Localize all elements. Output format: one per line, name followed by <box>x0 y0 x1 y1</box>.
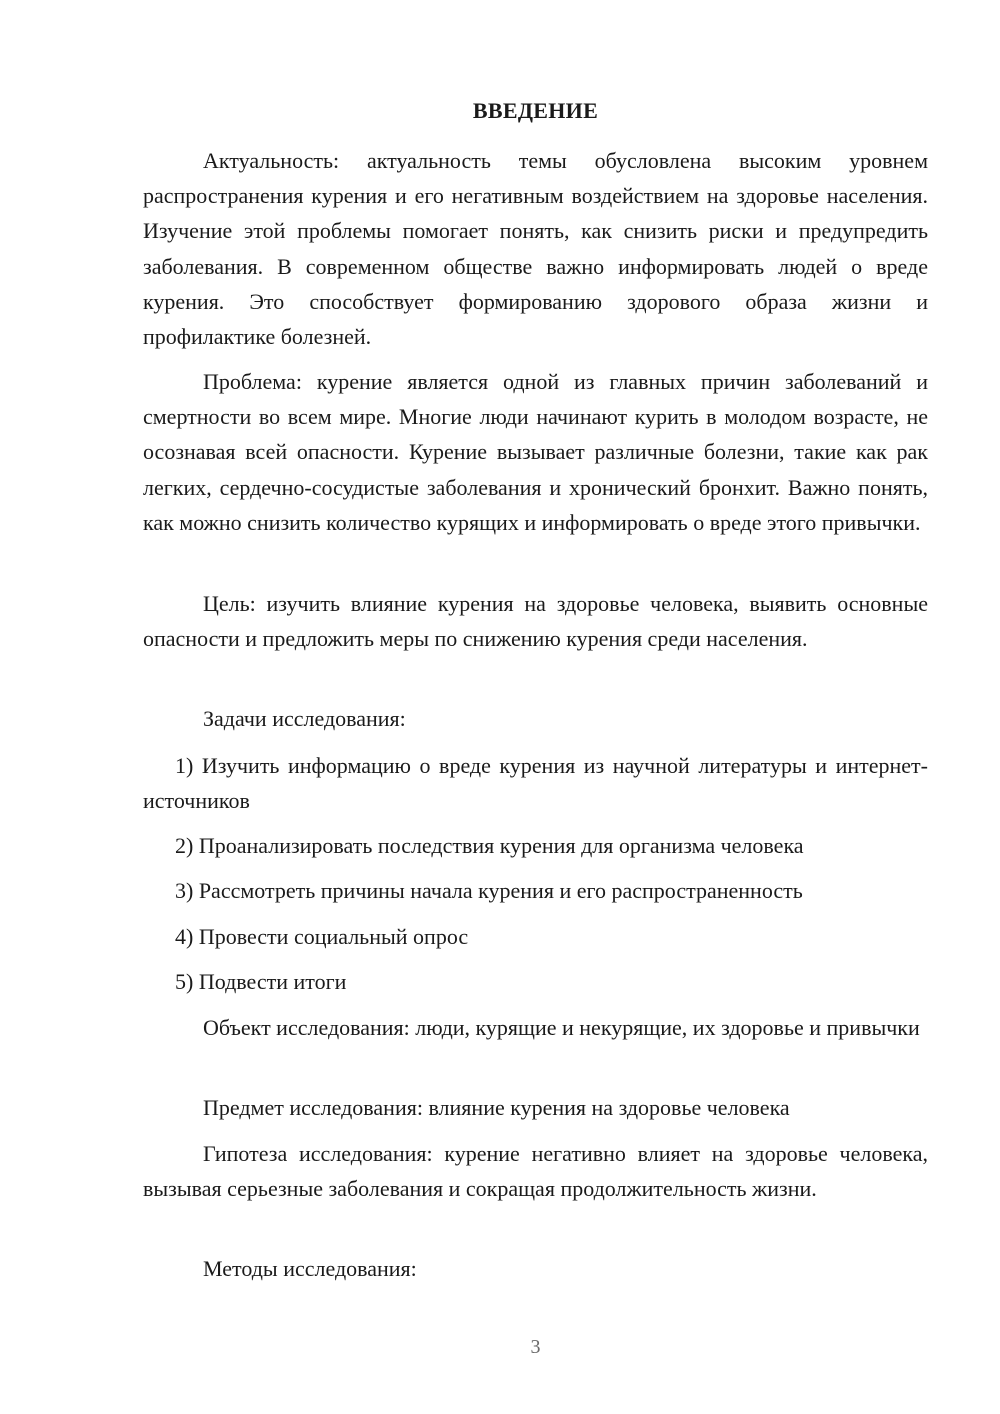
paragraph-hypothesis: Гипотеза исследования: курение негативно влияет на здоровье человека, вызывая серьезные заболевания и сокращая продолжительность жизни. <box>143 1141 928 1202</box>
list-item: 3) Рассмотреть причины начала курения и его распространенность <box>175 878 803 903</box>
list-item: 2) Проанализировать последствия курения для организма человека <box>175 833 804 858</box>
document-page <box>143 0 928 1414</box>
paragraph-object: Объект исследования: люди, курящие и некурящие, их здоровье и привычки <box>203 1015 920 1040</box>
paragraph-problem: Проблема: курение является одной из главных причин заболеваний и смертности во всем мире. Многие люди начинают курить в молодом возрасте, не осознавая всей опасности. Курение вызывает различные болезни, такие как рак легких, сердечно-сосудистые заболевания и хронический бронхит. Важно понять, как можно снизить количество курящих и информировать о вреде этого привычки. <box>143 369 928 535</box>
list-item: 1) Изучить информацию о вреде курения из научной литературы и интернет-источников <box>143 753 928 814</box>
methods-heading: Методы исследования: <box>203 1256 417 1281</box>
tasks-heading: Задачи исследования: <box>203 706 406 731</box>
list-item: 4) Провести социальный опрос <box>175 924 469 949</box>
paragraph-goal: Цель: изучить влияние курения на здоровье человека, выявить основные опасности и предложить меры по снижению курения среди населения. <box>143 591 928 652</box>
page-number: 3 <box>530 1336 541 1358</box>
list-item: 5) Подвести итоги <box>175 969 347 994</box>
page-heading: ВВЕДЕНИЕ <box>472 98 599 123</box>
paragraph-relevance: Актуальность: актуальность темы обусловлена высоким уровнем распространения курения и его негативным воздействием на здоровье населения. Изучение этой проблемы помогает понять, как снизить риски и предупредить заболевания. В современном обществе важно информировать людей о вреде курения. Это способствует формированию здорового образа жизни и профилактике болезней. <box>143 148 928 350</box>
paragraph-subject: Предмет исследования: влияние курения на здоровье человека <box>203 1095 790 1120</box>
